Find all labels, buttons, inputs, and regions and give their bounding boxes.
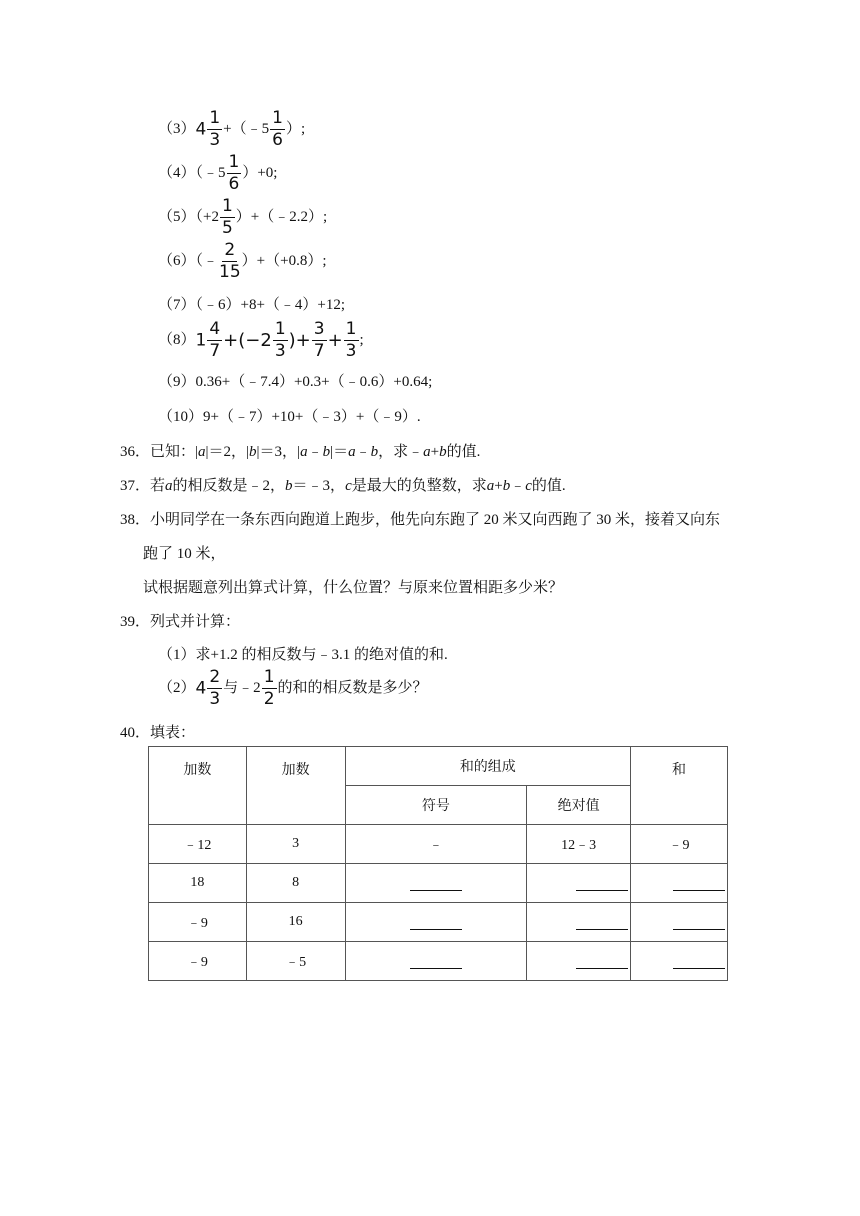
cell-addend1: 18 bbox=[149, 864, 247, 903]
cell-sign: ﹣ bbox=[345, 825, 527, 864]
variable: b bbox=[502, 478, 511, 494]
table-row bbox=[149, 942, 728, 981]
expr-text: +(−2 bbox=[223, 330, 272, 351]
exercise-8 bbox=[158, 321, 364, 360]
variable: b bbox=[439, 444, 447, 460]
variable: c bbox=[525, 478, 532, 494]
question-38-line3: 试根据题意列出算式计算，什么位置？与原来位置相距多少米？ bbox=[143, 580, 564, 596]
denominator: 6 bbox=[272, 130, 283, 150]
denominator: 3 bbox=[274, 341, 286, 361]
fraction bbox=[344, 321, 359, 360]
fraction bbox=[312, 321, 327, 360]
question-39-part2 bbox=[158, 669, 428, 708]
expr-text: +（﹣5 bbox=[223, 120, 270, 137]
cell-abs bbox=[527, 903, 631, 942]
denominator: 15 bbox=[219, 262, 241, 282]
question-number: 39． bbox=[120, 614, 151, 630]
denominator: 3 bbox=[209, 689, 221, 709]
mixed-integer: 4 bbox=[195, 119, 207, 140]
cell-addend2: ﹣5 bbox=[246, 942, 345, 981]
header-sign: 符号 bbox=[345, 786, 527, 825]
q-text: + bbox=[494, 478, 503, 494]
q-text: ﹣ bbox=[355, 444, 371, 460]
expr-text: ）; bbox=[285, 120, 306, 137]
exercise-7: （7）（﹣6）+8+（﹣4）+12; bbox=[158, 297, 346, 313]
answer-blank[interactable] bbox=[410, 915, 462, 930]
numerator: 1 bbox=[274, 319, 286, 339]
exercise-label: （4）（﹣5 bbox=[158, 164, 226, 181]
q-text: 的值. bbox=[531, 478, 566, 494]
cell-sum bbox=[631, 864, 728, 903]
cell-addend1: ﹣9 bbox=[149, 903, 247, 942]
cell-addend1: ﹣9 bbox=[149, 942, 247, 981]
q-text: ﹣ bbox=[510, 478, 526, 494]
mixed-integer: 1 bbox=[195, 330, 207, 351]
header-addend1: 加数 bbox=[149, 747, 247, 825]
q-text: 小明同学在一条东西向跑道上跑步，他先向东跑了 20 米又向西跑了 30 米，接着又向东 bbox=[150, 512, 721, 528]
q-text: 填表： bbox=[150, 725, 196, 741]
cell-sum bbox=[631, 903, 728, 942]
cell-abs bbox=[527, 864, 631, 903]
variable: a bbox=[486, 478, 495, 494]
table-row bbox=[149, 903, 728, 942]
q-text: 的相反数是﹣2， bbox=[172, 478, 286, 494]
table-row bbox=[149, 825, 728, 864]
expr-text: )+ bbox=[288, 330, 311, 351]
cell-abs bbox=[527, 942, 631, 981]
exercise-5 bbox=[158, 198, 327, 237]
exercise-label: （6）（﹣ bbox=[158, 252, 219, 269]
expr-text: ; bbox=[359, 331, 364, 348]
exercise-label: （5）（+2 bbox=[158, 208, 219, 225]
exercise-label: （8） bbox=[158, 331, 196, 348]
question-number: 40． bbox=[120, 725, 151, 741]
denominator: 7 bbox=[209, 341, 221, 361]
exercise-4 bbox=[158, 154, 277, 193]
header-addend2: 加数 bbox=[246, 747, 345, 825]
answer-blank[interactable] bbox=[576, 876, 628, 891]
answer-blank[interactable] bbox=[410, 954, 462, 969]
answer-blank[interactable] bbox=[673, 954, 725, 969]
cell-addend2: 3 bbox=[246, 825, 345, 864]
q-text: 的值. bbox=[446, 444, 481, 460]
numerator: 2 bbox=[209, 667, 221, 687]
header-sum: 和 bbox=[631, 747, 728, 825]
q-text: ，求﹣ bbox=[378, 444, 424, 460]
numerator: 1 bbox=[221, 196, 233, 216]
q-text: 列式并计算： bbox=[150, 614, 241, 630]
question-number: 37． bbox=[120, 478, 151, 494]
variable: a bbox=[348, 444, 356, 460]
header-abs: 绝对值 bbox=[527, 786, 631, 825]
denominator: 5 bbox=[221, 218, 233, 238]
variable: a bbox=[423, 444, 431, 460]
question-38-line2: 跑了 10 米， bbox=[143, 546, 226, 562]
expr-text: + bbox=[327, 330, 343, 351]
question-39 bbox=[120, 610, 240, 631]
cell-sum bbox=[631, 942, 728, 981]
expr-text: 与﹣2 bbox=[223, 679, 261, 696]
exercise-10: （10）9+（﹣7）+10+（﹣3）+（﹣9）. bbox=[158, 409, 421, 425]
cell-sum: ﹣9 bbox=[631, 825, 728, 864]
answer-blank[interactable] bbox=[410, 876, 462, 891]
fraction bbox=[207, 669, 222, 708]
q-text: ﹣ bbox=[307, 444, 323, 460]
mixed-integer: 4 bbox=[195, 678, 207, 699]
answer-blank[interactable] bbox=[576, 954, 628, 969]
q-text: |＝3，| bbox=[256, 444, 301, 460]
question-number: 38． bbox=[120, 512, 151, 528]
variable: c bbox=[345, 478, 352, 494]
question-38 bbox=[120, 508, 720, 529]
answer-blank[interactable] bbox=[673, 876, 725, 891]
question-36 bbox=[120, 440, 480, 461]
cell-addend2: 8 bbox=[246, 864, 345, 903]
expr-text: ）+0; bbox=[242, 164, 278, 181]
variable: b bbox=[370, 444, 379, 460]
cell-sign bbox=[345, 864, 527, 903]
fraction bbox=[273, 321, 288, 360]
fraction bbox=[270, 110, 285, 149]
exercise-3 bbox=[158, 110, 305, 149]
cell-abs: 12﹣3 bbox=[527, 825, 631, 864]
q-text: 已知：| bbox=[150, 444, 199, 460]
variable: b bbox=[249, 444, 257, 460]
cell-sign bbox=[345, 903, 527, 942]
table-row bbox=[149, 864, 728, 903]
cell-addend2: 16 bbox=[246, 903, 345, 942]
denominator: 3 bbox=[209, 130, 221, 150]
fill-in-table bbox=[148, 746, 728, 981]
denominator: 6 bbox=[228, 174, 240, 194]
exercise-label: （3） bbox=[158, 120, 196, 137]
denominator: 3 bbox=[345, 341, 357, 361]
fraction bbox=[219, 242, 241, 281]
cell-addend1: ﹣12 bbox=[149, 825, 247, 864]
q-text: 若 bbox=[150, 478, 166, 494]
answer-blank[interactable] bbox=[576, 915, 628, 930]
question-40 bbox=[120, 721, 195, 742]
variable: b bbox=[285, 478, 293, 494]
variable: a bbox=[198, 444, 206, 460]
fraction bbox=[207, 110, 222, 149]
q-text: ＝﹣3， bbox=[292, 478, 346, 494]
numerator: 1 bbox=[272, 108, 283, 128]
exercise-label: （2） bbox=[158, 679, 196, 696]
q-text: |＝2，| bbox=[205, 444, 250, 460]
question-37 bbox=[120, 474, 566, 495]
variable: a bbox=[165, 478, 173, 494]
q-text: 是最大的负整数，求 bbox=[351, 478, 487, 494]
q-text: |＝ bbox=[330, 444, 349, 460]
fraction bbox=[220, 198, 235, 237]
fraction bbox=[227, 154, 242, 193]
fraction bbox=[207, 321, 222, 360]
numerator: 3 bbox=[313, 319, 325, 339]
fraction bbox=[262, 669, 277, 708]
numerator: 2 bbox=[224, 240, 236, 260]
variable: b bbox=[322, 444, 331, 460]
denominator: 2 bbox=[263, 689, 275, 709]
variable: a bbox=[300, 444, 308, 460]
exercise-9: （9）0.36+（﹣7.4）+0.3+（﹣0.6）+0.64; bbox=[158, 374, 433, 390]
expr-text: ）+（+0.8）; bbox=[241, 252, 327, 269]
numerator: 1 bbox=[209, 108, 221, 128]
denominator: 7 bbox=[313, 341, 325, 361]
question-39-part1: （1）求+1.2 的相反数与﹣3.1 的绝对值的和. bbox=[158, 647, 448, 663]
expr-text: 的和的相反数是多少？ bbox=[277, 679, 428, 696]
q-text: + bbox=[430, 444, 440, 460]
numerator: 1 bbox=[263, 667, 275, 687]
header-composition: 和的组成 bbox=[345, 747, 631, 786]
numerator: 1 bbox=[345, 319, 357, 339]
answer-blank[interactable] bbox=[673, 915, 725, 930]
cell-sign bbox=[345, 942, 527, 981]
exercise-6 bbox=[158, 242, 327, 281]
question-number: 36． bbox=[120, 444, 151, 460]
numerator: 4 bbox=[209, 319, 221, 339]
numerator: 1 bbox=[228, 152, 240, 172]
expr-text: ）+（﹣2.2）; bbox=[235, 208, 328, 225]
